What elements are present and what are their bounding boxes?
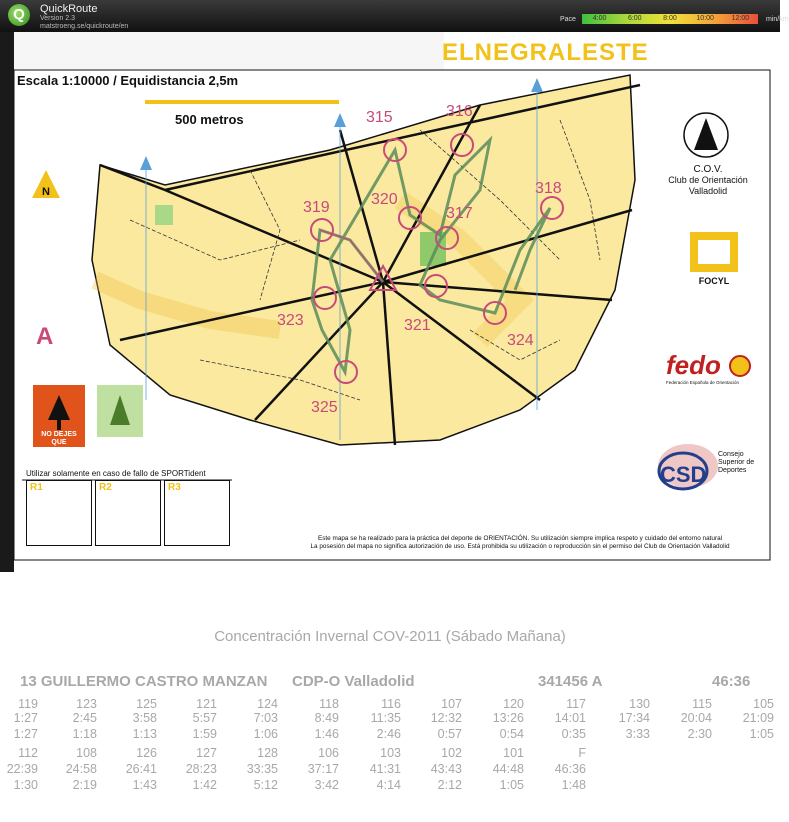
split-control: 125	[136, 697, 157, 711]
split-control: 124	[257, 697, 278, 711]
tree-trunk	[57, 420, 61, 430]
backup-box-label: R1	[30, 482, 43, 493]
app-version	[40, 15, 128, 31]
split-cumulative: 7:03	[253, 711, 278, 725]
split-cumulative: 28:23	[185, 762, 217, 776]
backup-box-r3	[164, 480, 230, 546]
control-number: 316	[446, 103, 473, 120]
pace-tick: 8:00	[663, 15, 677, 22]
app-title: QuickRoute	[40, 3, 98, 15]
split-leg: 1:43	[132, 778, 157, 792]
cov-line1: Club de Orientación	[668, 175, 748, 185]
split-cumulative: 33:35	[246, 762, 278, 776]
quickroute-logo-icon: Q	[8, 4, 30, 26]
split-leg: 3:42	[314, 778, 339, 792]
split-leg: 5:12	[253, 778, 278, 792]
fire-line1: NO DEJES QUE	[41, 431, 77, 446]
app-titlebar	[0, 0, 789, 32]
pace-tick: 10:00	[696, 15, 714, 22]
split-control: 120	[503, 697, 524, 711]
cov-logo-text	[660, 164, 756, 197]
start-letter: A	[36, 323, 54, 350]
map-left-edge	[0, 32, 14, 572]
pace-tick: 4:00	[592, 15, 607, 22]
split-cumulative: 24:58	[65, 762, 97, 776]
split-leg: 1:59	[192, 727, 217, 741]
backup-box-r1	[26, 480, 92, 546]
split-cumulative: 3:58	[132, 711, 157, 725]
split-cumulative: 37:17	[307, 762, 339, 776]
split-leg: 4:14	[376, 778, 401, 792]
split-cumulative: 44:48	[492, 762, 524, 776]
split-control: F	[578, 746, 586, 760]
split-cumulative: 26:41	[125, 762, 157, 776]
split-leg: 0:35	[561, 727, 586, 741]
fire-line2: SE QUEME	[40, 447, 78, 454]
split-control: 119	[18, 697, 38, 711]
backup-box-label: R3	[168, 482, 181, 493]
split-control: 118	[319, 697, 339, 711]
pace-tick: 12:00	[731, 15, 750, 22]
fire-prevention-text	[33, 431, 85, 455]
sportident-note: Utilizar solamente en caso de fallo de SPORTident	[26, 469, 206, 478]
split-control: 102	[441, 746, 462, 760]
app-url: matstroeng.se/quickroute/en	[40, 23, 129, 30]
pace-legend	[560, 13, 789, 25]
control-number: 321	[404, 317, 431, 334]
control-number: 315	[366, 109, 393, 126]
disclaimer-line2: La posesión del mapa no significa autorización de uso. Está prohibida su utilización o reproducción sin el permiso del Club de Orientación Valladolid	[310, 543, 730, 550]
split-leg: 2:12	[437, 778, 462, 792]
control-number: 318	[535, 180, 562, 197]
split-control: 128	[257, 746, 278, 760]
split-leg: 0:57	[437, 727, 462, 741]
backup-box-r2	[95, 480, 161, 546]
scale-bar	[145, 100, 339, 104]
event-title: Concentración Invernal COV-2011 (Sábado Mañana)	[214, 628, 566, 645]
split-control: 105	[753, 697, 774, 711]
map-scale: Escala 1:10000 / Equidistancia 2,5m	[17, 73, 239, 88]
split-cumulative: 21:09	[742, 711, 774, 725]
split-cumulative: 17:34	[618, 711, 650, 725]
split-cumulative: 5:57	[192, 711, 217, 725]
split-control: 127	[196, 746, 217, 760]
split-control: 123	[76, 697, 97, 711]
split-cumulative: 13:26	[492, 711, 524, 725]
split-control: 106	[318, 746, 339, 760]
split-control: 101	[503, 746, 524, 760]
split-control: 126	[136, 746, 157, 760]
split-leg: 1:46	[314, 727, 339, 741]
map-title: ELNEGRALESTE	[442, 39, 649, 66]
split-control: 117	[566, 697, 586, 711]
control-number: 324	[507, 332, 534, 349]
split-leg: 3:33	[625, 727, 650, 741]
focyl-logo-icon-castle	[698, 240, 730, 264]
runner-card: 341456 A	[538, 673, 603, 690]
split-leg: 1:05	[749, 727, 774, 741]
split-leg: 1:48	[561, 778, 586, 792]
orienteering-map[interactable]	[0, 32, 780, 572]
split-cumulative: 43:43	[430, 762, 462, 776]
split-cumulative: 22:39	[6, 762, 38, 776]
split-control: 112	[18, 746, 38, 760]
map-disclaimer	[270, 535, 770, 551]
split-control: 116	[381, 697, 401, 711]
split-leg: 2:46	[376, 727, 401, 741]
split-cumulative: 11:35	[370, 711, 401, 725]
app-version-text: Version 2.3	[40, 15, 76, 22]
csd-logo-text: CSD	[660, 462, 707, 487]
split-leg: 1:18	[72, 727, 97, 741]
split-leg: 0:54	[499, 727, 524, 741]
control-number: 320	[371, 191, 398, 208]
runner-club: CDP-O Valladolid	[292, 673, 415, 690]
split-control: 115	[692, 697, 712, 711]
csd-full-name	[718, 451, 768, 475]
cov-line2: Valladolid	[688, 186, 728, 196]
split-leg: 1:13	[132, 727, 157, 741]
runner-name: 13 GUILLERMO CASTRO MANZAN	[20, 673, 268, 690]
split-cumulative: 8:49	[314, 711, 339, 725]
scale-bar-label: 500 metros	[175, 112, 244, 127]
split-cumulative: 41:31	[369, 762, 401, 776]
split-leg: 1:42	[192, 778, 217, 792]
csd-line3: Deportes	[718, 467, 747, 474]
pace-tick: 6:00	[627, 15, 642, 22]
map-contour-top	[14, 32, 444, 72]
split-leg: 2:30	[687, 727, 712, 741]
runner-total-time: 46:36	[712, 673, 751, 690]
split-cumulative: 46:36	[554, 762, 586, 776]
split-control: 130	[629, 697, 650, 711]
backup-box-label: R2	[99, 482, 112, 493]
split-cumulative: 14:01	[554, 711, 586, 725]
split-leg: 1:30	[13, 778, 38, 792]
pace-color-scale	[582, 14, 758, 24]
split-leg: 2:19	[72, 778, 97, 792]
focyl-logo-text: FOCYL	[698, 276, 730, 286]
pace-unit: min/km	[765, 15, 789, 23]
csd-line1: Consejo	[718, 451, 744, 458]
split-control: 103	[380, 746, 401, 760]
split-control: 121	[196, 697, 217, 711]
north-letter: N	[42, 186, 50, 198]
map-vegetation	[155, 205, 173, 225]
split-cumulative: 1:27	[13, 711, 38, 725]
control-number: 323	[277, 312, 304, 329]
pace-label: Pace	[560, 15, 576, 23]
disclaimer-line1: Este mapa se ha realizado para la práctica del deporte de ORIENTACIÓN. Su utilización siempre implica respeto y cuidado del entorno natural	[317, 535, 723, 542]
split-control: 108	[76, 746, 97, 760]
control-number: 317	[446, 205, 473, 222]
split-cumulative: 20:04	[680, 711, 712, 725]
split-cumulative: 12:32	[430, 711, 462, 725]
split-leg: 1:05	[499, 778, 524, 792]
split-leg: 1:27	[13, 727, 38, 741]
control-number: 325	[311, 399, 338, 416]
fedo-logo-text: fedo	[666, 350, 721, 380]
control-number: 319	[303, 199, 330, 216]
split-leg: 1:06	[253, 727, 278, 741]
fedo-subtitle: Federación Española de Orientación	[666, 380, 740, 385]
cov-short: C.O.V.	[693, 164, 723, 175]
csd-line2: Superior de	[718, 459, 755, 466]
split-control: 107	[441, 697, 462, 711]
split-cumulative: 2:45	[72, 711, 97, 725]
